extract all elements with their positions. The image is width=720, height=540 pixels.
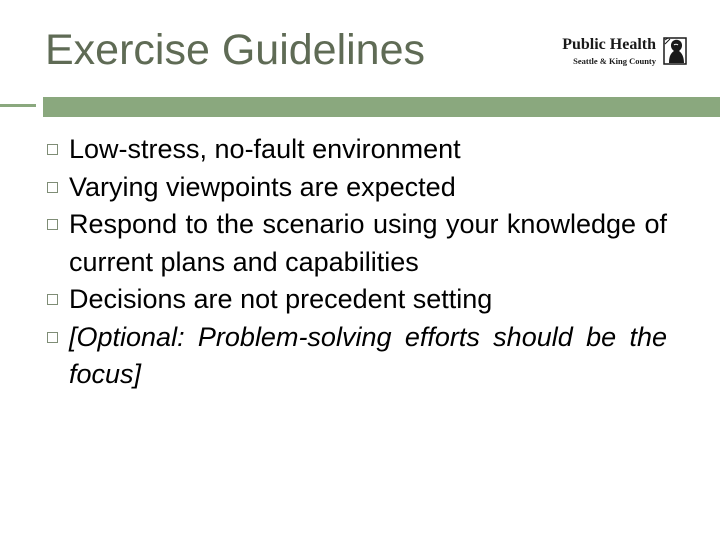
- checkbox-square-icon: [47, 219, 58, 230]
- bullet-text: Varying viewpoints are expected: [69, 171, 456, 202]
- bullet-item: [47, 206, 667, 281]
- checkbox-square-icon: [47, 294, 58, 305]
- accent-bar-main: [46, 97, 720, 117]
- bullet-item: [47, 319, 667, 394]
- logo-line1: Public Health: [562, 36, 656, 53]
- bullet-text: [Optional: Problem-solving efforts should be the focus]: [69, 321, 667, 389]
- public-health-portrait-icon: [660, 36, 690, 66]
- checkbox-square-icon: [47, 182, 58, 193]
- bullet-text: Respond to the scenario using your knowledge of current plans and capabilities: [69, 209, 667, 277]
- public-health-logo: [540, 36, 690, 72]
- checkbox-square-icon: [47, 332, 58, 343]
- bullet-list: [47, 131, 667, 394]
- bullet-item: [47, 169, 667, 207]
- accent-bar-left: [0, 104, 36, 107]
- logo-text: [540, 36, 656, 66]
- logo-line2: Seattle & King County: [573, 56, 656, 66]
- bullet-item: [47, 281, 667, 319]
- bullet-item: [47, 131, 667, 169]
- checkbox-square-icon: [47, 144, 58, 155]
- accent-bar-gap: [36, 97, 43, 117]
- bullet-text: Decisions are not precedent setting: [69, 284, 493, 314]
- bullet-text: Low-stress, no-fault environment: [69, 134, 461, 164]
- slide-title: Exercise Guidelines: [45, 26, 426, 74]
